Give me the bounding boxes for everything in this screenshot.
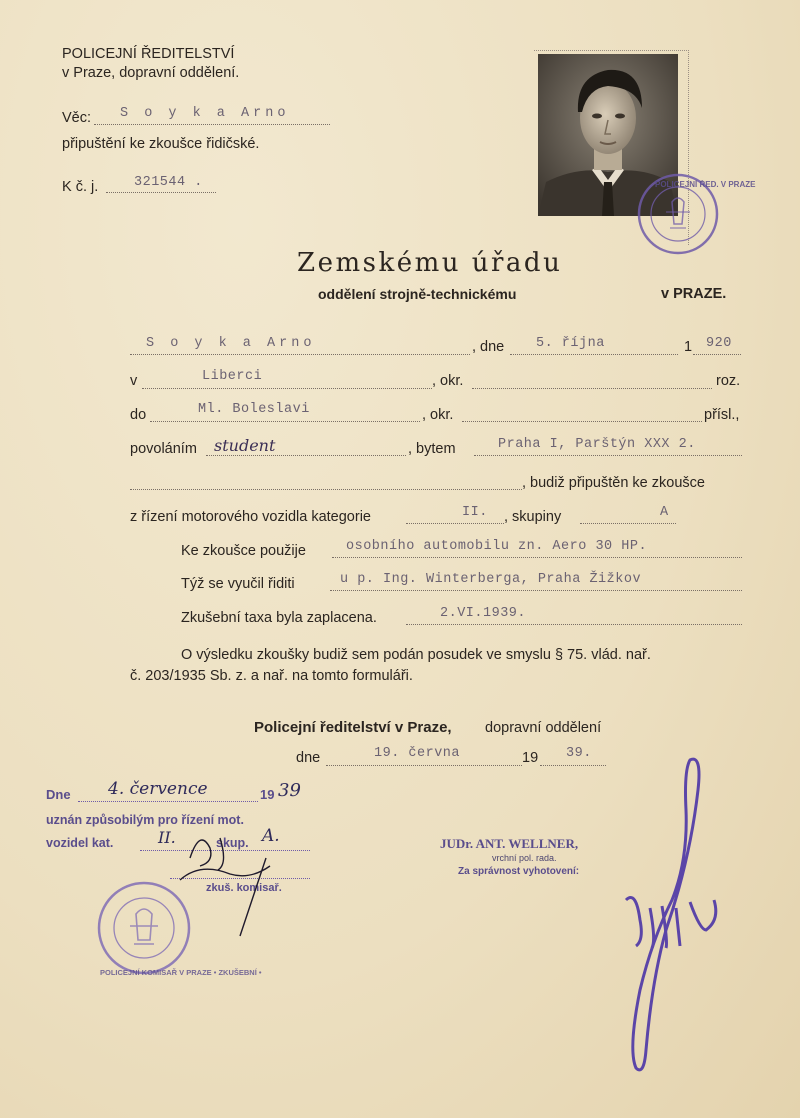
home-place-line [150,421,420,422]
kcj-line [106,192,216,193]
fee-line [406,624,742,625]
kategorie-line [406,523,504,524]
blank-line [130,489,522,490]
fee-label: Zkušební taxa byla zaplacena. [181,610,377,626]
issue-date-line [326,765,522,766]
exam-skup-label: skup. [216,836,249,850]
bytem-label: , bytem [408,441,456,457]
trainer: u p. Ing. Winterberga, Praha Žižkov [340,572,642,587]
skupina-value: A [660,505,669,520]
vec-line [94,124,330,125]
subtitle-city: v PRAZE. [661,286,727,302]
vec-label: Věc: [62,110,92,126]
photo-seal-text: POLICEJNÍ ŘED. V PRAZE [655,180,756,189]
birth-place: Liberci [202,369,263,384]
exam-dne-label: Dne [46,787,71,802]
kcj-number: 321544 . [134,175,203,190]
page-title: Zemskému úřadu [297,248,563,278]
subtitle-department: oddělení strojně-technickému [318,286,517,302]
vehicle-line [332,557,742,558]
examiner-seal-text: POLICEJNÍ KOMISAŘ V PRAZE • ZKUŠEBNÍ • [100,968,262,977]
skupiny-label: , skupiny [504,509,562,525]
exam-date-line [78,801,258,802]
result-text-2: č. 203/1935 Sb. z. a nař. na tomto formuláři. [130,668,413,684]
result-text-1: O výsledku zkoušky budiž sem podán posudek ve smyslu § 75. vlád. nař. [181,647,651,663]
birth-date-line [510,354,678,355]
official-name: JUDr. ANT. WELLNER, [440,836,579,851]
birth-year: 920 [706,336,732,351]
okr-label-2: , okr. [422,407,454,423]
vec-subject: připuštění ke zkoušce řidičské. [62,136,260,152]
skupina-line [580,523,676,524]
roz-label: roz. [716,373,741,389]
name-line [130,354,470,355]
occupation: student [214,436,276,455]
occupation-line [206,455,406,456]
home-place: Ml. Boleslavi [198,402,310,417]
exam-result-text: uznán způsobilým pro řízení mot. [46,813,244,827]
vehicle-label: Ke zkoušce použije [181,543,306,559]
official-signature-icon [606,750,736,1080]
prisl-label: přísl., [704,407,740,423]
okr-line-1 [472,388,712,389]
komisar-label: zkuš. komisař. [206,882,282,894]
trainer-line [330,590,742,591]
v-label: v [130,373,138,389]
povolanim-label: povoláním [130,441,197,457]
office-signature: Policejní ředitelství v Praze, [254,719,452,736]
issue-year: 39. [566,746,592,761]
fee-date: 2.VI.1939. [440,606,527,621]
pripusten-text: , budiž připuštěn ke zkoušce [522,475,705,491]
birth-place-line [142,388,432,389]
kcj-label: K č. j. [62,179,99,195]
birth-year-line [693,354,741,355]
kategorie-value: II. [462,505,488,520]
exam-kat: II. [158,828,176,847]
issue-year-prefix: 19 [522,750,539,766]
exam-year: 39 [278,780,301,801]
dne-label: , dne [472,339,505,355]
kategorie-label: z řízení motorového vozidla kategorie [130,509,371,525]
exam-year-prefix: 19 [260,787,275,802]
applicant-name: S o y k a Arno [146,336,316,351]
do-label: do [130,407,147,423]
okr-line-2 [462,421,702,422]
exam-skup: A. [262,826,280,846]
trainer-label: Týž se vyučil řiditi [181,576,295,592]
office-dept: dopravní oddělení [485,720,602,736]
issue-dne-label: dne [296,750,321,766]
header-office: POLICEJNÍ ŘEDITELSTVÍ [62,46,235,62]
vehicle: osobního automobilu zn. Aero 30 HP. [346,539,648,554]
examiner-signature-icon [170,818,290,938]
address: Praha I, Parštýn XXX 2. [498,437,696,452]
birth-day: 5. října [536,336,605,351]
birth-year-prefix: 1 [684,339,693,355]
address-line [474,455,742,456]
official-rank: vrchní pol. rada. [492,853,557,863]
exam-kat-label: vozidel kat. [46,836,114,850]
exam-date: 4. července [108,779,208,799]
header-department: v Praze, dopravní oddělení. [62,65,240,81]
vec-name: S o y k a Arno [120,106,290,121]
official-note: Za správnost vyhotovení: [458,866,580,877]
issue-year-line [540,765,606,766]
issue-date: 19. června [374,746,461,761]
okr-label-1: , okr. [432,373,464,389]
